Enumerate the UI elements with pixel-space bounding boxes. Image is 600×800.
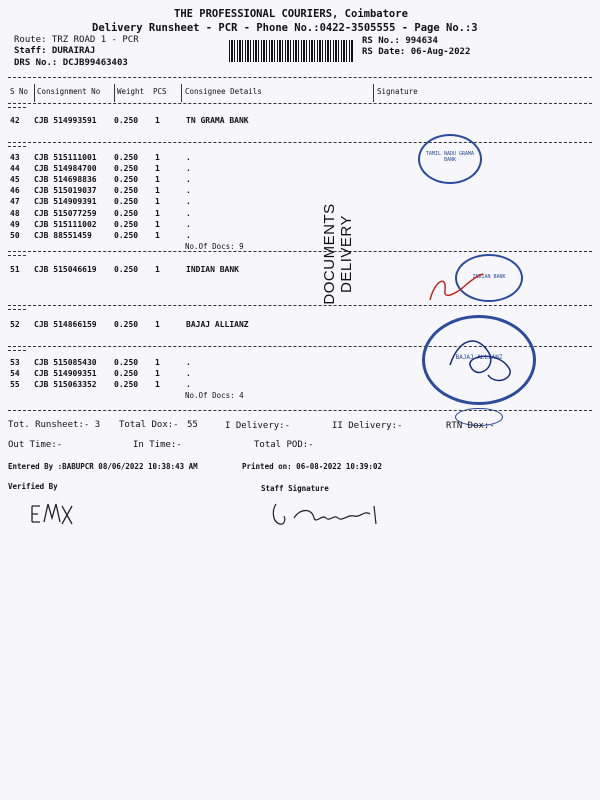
divider [8, 103, 592, 104]
total-dox-label: Total Dox:- [119, 420, 179, 430]
indian-bank-stamp: INDIAN BANK [455, 254, 523, 302]
staff-signature-icon [270, 500, 390, 530]
cell-pcs: 1 [155, 197, 160, 207]
cell-weight: 0.250 [114, 164, 139, 174]
cell-details: TN GRAMA BANK [186, 116, 249, 125]
cell-pcs: 1 [155, 208, 160, 218]
docs-count: No.Of Docs: 4 [185, 391, 244, 401]
cell-cons: CJB 514866159 [34, 320, 97, 329]
total-pod: Total POD:- [254, 440, 314, 450]
col-consignment: Consignment No [37, 87, 101, 96]
cell-pcs: 1 [155, 219, 160, 229]
cell-pcs: 1 [155, 175, 160, 185]
cell-weight: 0.250 [114, 358, 139, 367]
docs-count: No.Of Docs: 9 [185, 241, 244, 251]
row-separator [8, 146, 26, 147]
cell-cons: CJB 514909391 [34, 197, 97, 207]
cell-pcs: 1 [155, 320, 160, 329]
cell-cons: CJB 515063352 [34, 380, 97, 390]
cell-cons: CJB 515111001 [34, 153, 97, 162]
col-signature: Signature [377, 87, 418, 96]
cell-details: . [186, 230, 191, 240]
cell-weight: 0.250 [114, 208, 139, 218]
cell-sno: 47 [10, 197, 20, 207]
barcode [229, 40, 353, 62]
out-time: Out Time:- [8, 440, 63, 450]
printed-on: Printed on: 06-08-2022 10:39:02 [242, 462, 382, 471]
scribble-signature-icon [440, 325, 520, 395]
cell-sno: 42 [10, 116, 20, 125]
cell-details: . [186, 153, 191, 162]
cell-details: . [186, 186, 191, 196]
cell-weight: 0.250 [114, 175, 139, 185]
cell-cons: CJB 515019037 [34, 186, 97, 196]
cell-sno: 43 [10, 153, 20, 162]
col-consignee: Consignee Details [185, 87, 262, 96]
cell-pcs: 1 [155, 265, 160, 274]
cell-sno: 45 [10, 175, 20, 185]
cell-weight: 0.250 [114, 320, 139, 329]
cell-weight: 0.250 [114, 219, 139, 229]
in-time: In Time:- [133, 440, 182, 450]
cell-weight: 0.250 [114, 230, 139, 240]
cell-details: . [186, 164, 191, 174]
cell-pcs: 1 [155, 380, 160, 390]
cell-sno: 48 [10, 208, 20, 218]
rs-date: RS Date: 06-Aug-2022 [362, 47, 471, 57]
divider [8, 305, 592, 306]
cell-weight: 0.250 [114, 153, 139, 162]
grama-bank-stamp: TAMIL NADU GRAMA BANK [418, 134, 482, 184]
drs-number: DRS No.: DCJB99463403 [14, 58, 128, 68]
cell-details: . [186, 380, 191, 390]
divider [8, 142, 592, 143]
cell-details: . [186, 197, 191, 207]
cell-pcs: 1 [155, 153, 160, 162]
cell-sno: 46 [10, 186, 20, 196]
rs-number: RS No.: 994634 [362, 36, 438, 46]
cell-details: . [186, 219, 191, 229]
cell-details: . [186, 369, 191, 379]
divider [8, 410, 592, 411]
rtn-dox: RTN Dox:- [446, 421, 495, 431]
cell-pcs: 1 [155, 186, 160, 196]
cell-cons: CJB 514909351 [34, 369, 97, 379]
cell-cons: CJB 514698836 [34, 175, 97, 185]
runsheet-subtitle: Delivery Runsheet - PCR - Phone No.:0422-3505555 - Page No.:3 [92, 22, 478, 34]
entered-by: Entered By :BABUPCR 08/06/2022 10:38:43 AM [8, 462, 198, 471]
cell-cons: CJB 515111002 [34, 219, 97, 229]
cell-weight: 0.250 [114, 197, 139, 207]
cell-weight: 0.250 [114, 380, 139, 390]
verified-by: Verified By [8, 482, 58, 491]
cell-details: . [186, 358, 191, 367]
cell-sno: 53 [10, 358, 20, 367]
ii-delivery: II Delivery:- [332, 421, 403, 431]
cell-sno: 50 [10, 230, 20, 240]
cell-sno: 44 [10, 164, 20, 174]
row-separator [8, 309, 26, 310]
col-sno: S No [10, 87, 29, 96]
bajaj-allianz-stamp: BAJAJ ALLIANZ [422, 315, 536, 405]
tot-runsheet: Tot. Runsheet:- 3 [8, 420, 101, 430]
cell-pcs: 1 [155, 164, 160, 174]
cell-sno: 49 [10, 219, 20, 229]
company-title: THE PROFESSIONAL COURIERS, Coimbatore [174, 8, 408, 20]
staff-signature: Staff Signature [261, 484, 329, 493]
cell-cons: CJB 515046619 [34, 265, 97, 274]
cell-cons: CJB 515077259 [34, 208, 97, 218]
col-pcs: PCS [153, 87, 167, 96]
row-separator [8, 255, 26, 256]
cell-weight: 0.250 [114, 116, 139, 125]
cell-sno: 51 [10, 265, 20, 274]
row-separator [8, 350, 26, 351]
cell-weight: 0.250 [114, 186, 139, 196]
cell-sno: 52 [10, 320, 20, 329]
cell-details: INDIAN BANK [186, 265, 239, 274]
cell-details: . [186, 208, 191, 218]
cell-weight: 0.250 [114, 265, 139, 274]
verifier-signature-icon [28, 498, 78, 528]
divider [8, 77, 592, 78]
handwritten-signature-icon [425, 270, 485, 310]
cell-cons: CJB 88551459 [34, 230, 92, 240]
cell-details: BAJAJ ALLIANZ [186, 320, 249, 329]
cell-weight: 0.250 [114, 369, 139, 379]
cell-cons: CJB 514984700 [34, 164, 97, 174]
cell-cons: CJB 514993591 [34, 116, 97, 125]
col-weight: Weight [117, 87, 145, 96]
i-delivery: I Delivery:- [225, 421, 291, 431]
cell-details: . [186, 175, 191, 185]
divider [8, 251, 592, 252]
cell-pcs: 1 [155, 369, 160, 379]
total-dox-value: 55 [187, 420, 198, 430]
cell-pcs: 1 [155, 358, 160, 367]
cell-pcs: 1 [155, 116, 160, 125]
route-label: Route: TRZ ROAD 1 - PCR [14, 35, 139, 45]
cell-sno: 54 [10, 369, 20, 379]
row-separator [8, 107, 26, 108]
documents-delivery-stamp: DOCUMENTS DELIVERY [321, 203, 355, 305]
cell-sno: 55 [10, 380, 20, 390]
staff-label: Staff: DURAIRAJ [14, 46, 96, 56]
cell-pcs: 1 [155, 230, 160, 240]
cell-cons: CJB 515085430 [34, 358, 97, 367]
